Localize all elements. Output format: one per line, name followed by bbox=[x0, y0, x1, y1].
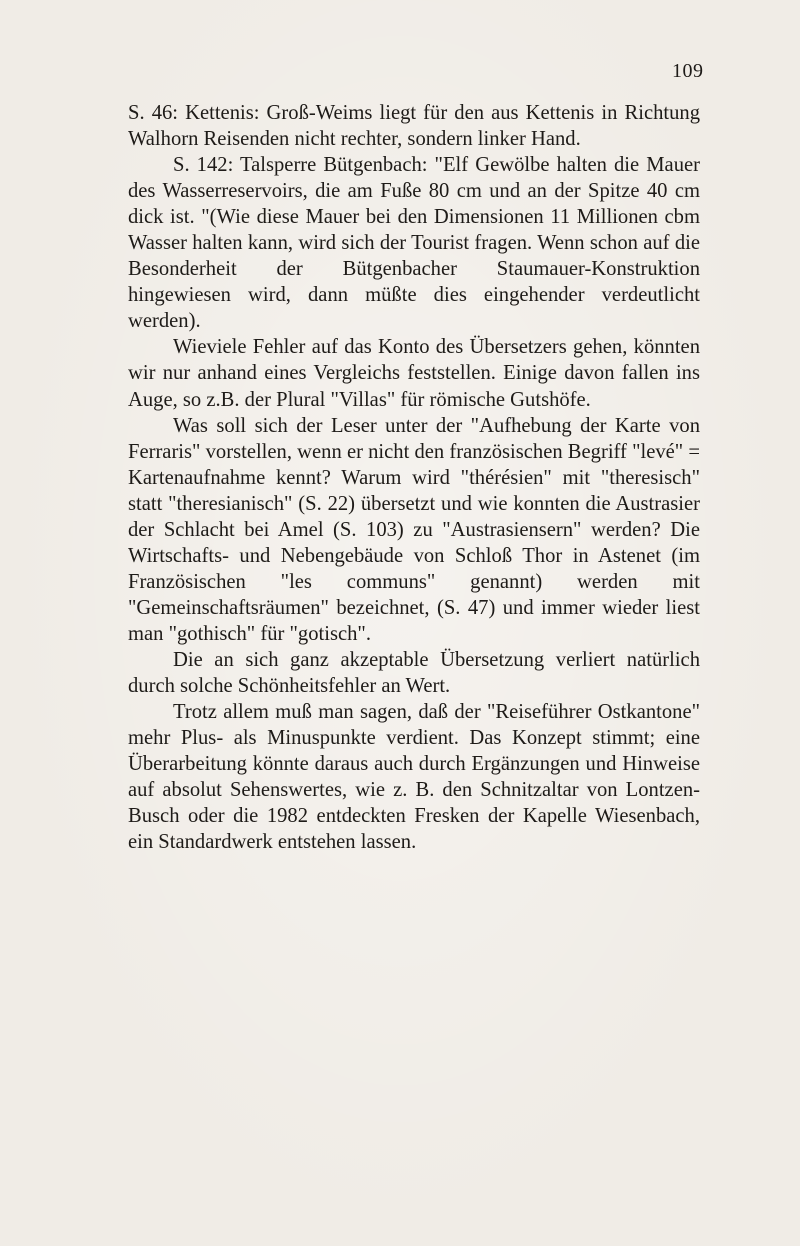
body-text bbox=[128, 100, 700, 855]
paragraph-conclusion: Trotz allem muß man sagen, daß der "Reiseführer Ostkantone" mehr Plus- als Minuspunkte verdient. Das Konzept stimmt; eine Überarbeitung könnte daraus auch durch Ergänzungen und Hinweise auf absolut Sehenswertes, wie z. B. den Schnitzaltar von Lontzen-Busch oder die 1982 entdeckten Fresken der Kapelle Wiesenbach, ein Standardwerk entstehen lassen. bbox=[128, 701, 700, 854]
page-number: 109 bbox=[672, 60, 704, 82]
paragraph-kettenis-correction: S. 46: Kettenis: Groß-Weims liegt für den aus Kettenis in Richtung Walhorn Reisenden nicht rechter, sondern linker Hand. bbox=[128, 102, 700, 151]
paragraph-terminology-questions: Was soll sich der Leser unter der "Aufhebung der Karte von Ferraris" vorstellen, wenn er nicht den französischen Begriff "levé" = Kartenaufnahme kennt? Warum wird "thérésien" mit "theresisch" statt "theresianisch" (S. 22) übersetzt und wie konnten die Austrasier der Schlacht bei Amel (S. 103) zu "Austrasiensern" werden? Die Wirtschafts- und Nebengebäude von Schloß Thor in Astenet (im Französischen "les communs" genannt) werden mit "Gemeinschaftsräumen" bezeichnet, (S. 47) und immer wieder liest man "gothisch" für "gotisch". bbox=[128, 414, 700, 645]
paragraph-talsperre-correction: S. 142: Talsperre Bütgenbach: "Elf Gewölbe halten die Mauer des Wasserreservoirs, die am Fuße 80 cm und an der Spitze 40 cm dick ist. "(Wie diese Mauer bei den Dimensionen 11 Millionen cbm Wasser halten kann, wird sich der Tourist fragen. Wenn schon auf die Besonderheit der Bütgenbacher Staumauer-Konstruktion hingewiesen wird, dann müßte dies eingehender verdeutlicht werden). bbox=[128, 154, 700, 333]
paragraph-translator-errors: Wieviele Fehler auf das Konto des Übersetzers gehen, könnten wir nur anhand eines Vergleichs feststellen. Einige davon fallen ins Auge, so z.B. der Plural "Villas" für römische Gutshöfe. bbox=[128, 336, 700, 411]
paragraph-translation-value: Die an sich ganz akzeptable Übersetzung verliert natürlich durch solche Schönheitsfehler an Wert. bbox=[128, 648, 700, 698]
